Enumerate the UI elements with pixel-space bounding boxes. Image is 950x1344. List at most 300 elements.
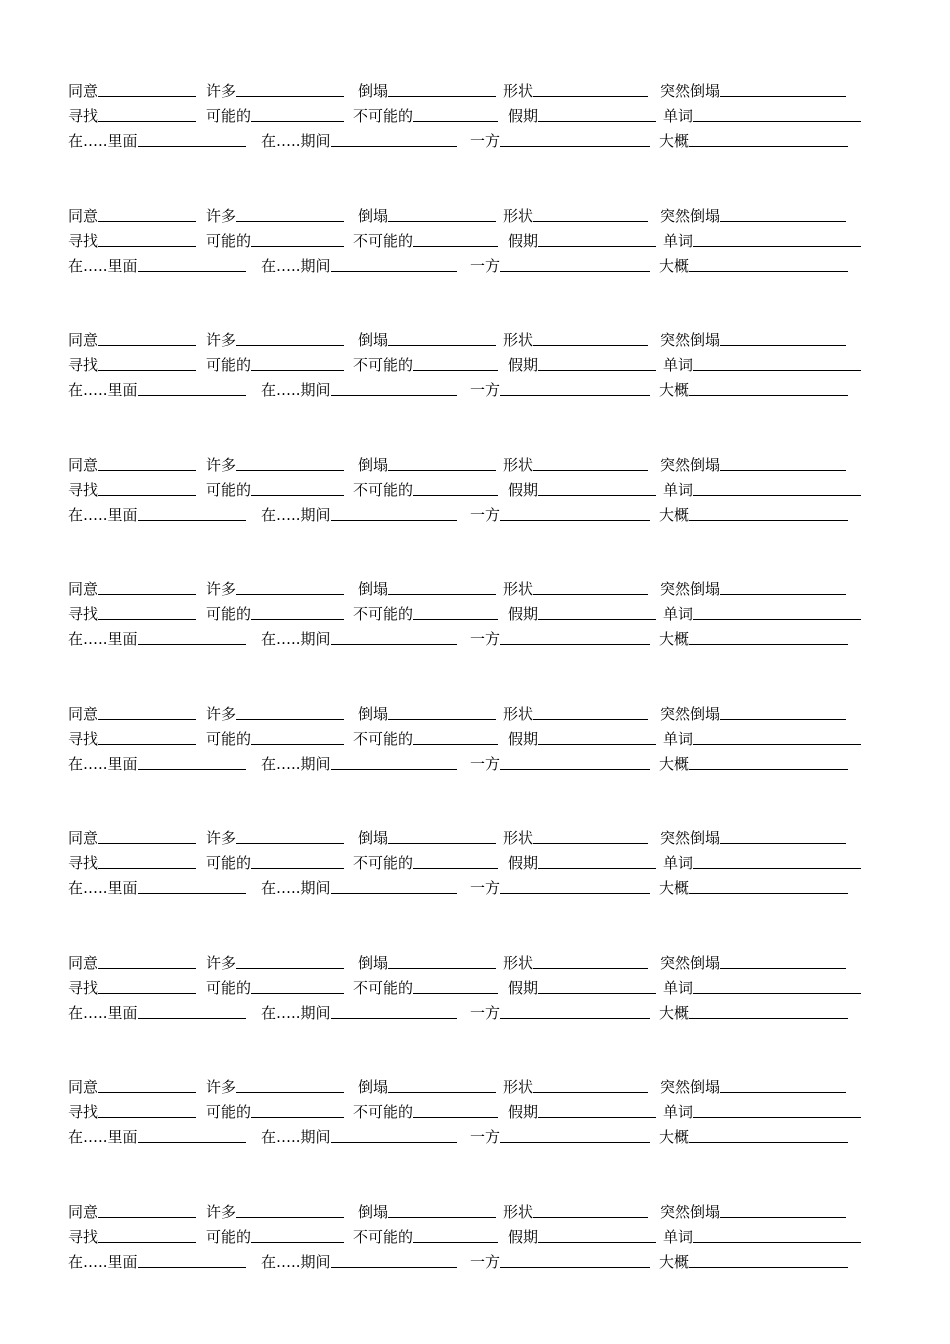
vocab-block (0, 1196, 950, 1272)
vocab-label: 不可能的 (353, 854, 414, 872)
vocab-row (0, 225, 950, 250)
vocab-item (470, 125, 650, 150)
answer-blank[interactable] (538, 370, 656, 371)
vocab-block (0, 698, 950, 774)
vocab-label: 一方 (470, 1003, 501, 1022)
answer-blank[interactable] (98, 345, 196, 346)
answer-blank[interactable] (251, 121, 344, 122)
answer-blank[interactable] (138, 520, 246, 521)
vocab-label: 形状 (503, 331, 534, 349)
vocab-item (68, 748, 246, 773)
vocab-item (68, 374, 246, 399)
answer-blank[interactable] (98, 968, 196, 969)
answer-blank[interactable] (138, 1018, 246, 1019)
vocab-item (68, 872, 246, 897)
answer-blank[interactable] (693, 495, 861, 496)
vocab-item (68, 972, 196, 997)
vocab-item (659, 125, 848, 150)
vocab-label: 许多 (206, 1202, 237, 1221)
answer-blank[interactable] (236, 594, 344, 595)
vocab-label: 倒塌 (358, 206, 389, 225)
answer-blank[interactable] (413, 868, 498, 869)
vocab-label: 突然倒塌 (660, 953, 721, 972)
vocab-row (0, 573, 950, 598)
vocab-label: 许多 (206, 1078, 237, 1096)
answer-blank[interactable] (236, 221, 344, 222)
vocab-row (0, 250, 950, 275)
vocab-label: 不可能的 (353, 1103, 414, 1121)
answer-blank[interactable] (693, 121, 861, 122)
vocab-row (0, 1071, 950, 1096)
vocab-label: 在…..里面 (68, 754, 138, 773)
answer-blank[interactable] (388, 1217, 496, 1218)
vocab-label: 大概 (659, 1003, 690, 1022)
vocab-item (659, 374, 848, 399)
vocab-item (659, 250, 848, 275)
answer-blank[interactable] (693, 868, 861, 869)
answer-blank[interactable] (331, 520, 457, 521)
vocab-item (206, 698, 344, 723)
vocab-item (663, 349, 861, 374)
answer-blank[interactable] (693, 619, 861, 620)
vocab-label: 寻找 (68, 356, 99, 374)
answer-blank[interactable] (500, 146, 650, 147)
vocab-label: 在…..里面 (68, 630, 138, 648)
answer-blank[interactable] (538, 1117, 656, 1118)
vocab-label: 不可能的 (353, 480, 414, 499)
vocab-label: 不可能的 (353, 978, 414, 997)
vocab-label: 一方 (470, 132, 501, 150)
answer-blank[interactable] (533, 968, 648, 969)
vocab-label: 单词 (663, 1103, 694, 1121)
vocab-label: 假期 (508, 1227, 539, 1246)
vocab-label: 不可能的 (353, 231, 414, 250)
answer-blank[interactable] (98, 868, 196, 869)
answer-blank[interactable] (500, 769, 650, 770)
vocab-item (206, 573, 344, 598)
vocab-label: 同意 (68, 829, 99, 847)
answer-blank[interactable] (138, 395, 246, 396)
vocab-item (68, 1246, 246, 1271)
answer-blank[interactable] (251, 744, 344, 745)
answer-blank[interactable] (689, 146, 848, 147)
answer-blank[interactable] (500, 520, 650, 521)
answer-blank[interactable] (236, 470, 344, 471)
answer-blank[interactable] (138, 1142, 246, 1143)
answer-blank[interactable] (500, 1267, 650, 1268)
answer-blank[interactable] (251, 370, 344, 371)
vocab-label: 突然倒塌 (660, 580, 721, 598)
vocab-label: 大概 (659, 630, 690, 648)
vocab-label: 假期 (508, 978, 539, 997)
answer-blank[interactable] (720, 96, 846, 97)
answer-blank[interactable] (538, 993, 656, 994)
vocab-label: 在…..期间 (261, 1128, 331, 1146)
vocab-item (659, 1246, 848, 1271)
answer-blank[interactable] (331, 893, 457, 894)
vocab-label: 一方 (470, 256, 501, 275)
answer-blank[interactable] (533, 843, 648, 844)
answer-blank[interactable] (720, 221, 846, 222)
vocab-item (353, 723, 498, 748)
answer-blank[interactable] (388, 594, 496, 595)
answer-blank[interactable] (98, 495, 196, 496)
vocab-item (206, 1221, 344, 1246)
answer-blank[interactable] (500, 1018, 650, 1019)
vocab-item (261, 1121, 457, 1146)
vocab-label: 可能的 (206, 231, 252, 250)
vocab-item (68, 225, 196, 250)
vocab-label: 同意 (68, 580, 99, 598)
answer-blank[interactable] (413, 1242, 498, 1243)
vocab-label: 假期 (508, 107, 539, 125)
vocab-label: 单词 (663, 605, 694, 623)
vocab-label: 单词 (663, 231, 694, 250)
vocab-row (0, 997, 950, 1022)
vocab-item (659, 623, 848, 648)
vocab-label: 单词 (663, 480, 694, 499)
vocab-item (508, 723, 656, 748)
vocab-item (503, 822, 648, 847)
vocab-label: 假期 (508, 1103, 539, 1121)
vocab-item (261, 125, 457, 150)
vocab-label: 寻找 (68, 1227, 99, 1246)
answer-blank[interactable] (413, 246, 498, 247)
vocab-item (358, 449, 496, 474)
vocab-label: 倒塌 (358, 580, 389, 598)
answer-blank[interactable] (689, 271, 848, 272)
answer-blank[interactable] (538, 744, 656, 745)
answer-blank[interactable] (236, 968, 344, 969)
vocab-block (0, 75, 950, 151)
vocab-item (660, 822, 846, 847)
answer-blank[interactable] (98, 370, 196, 371)
vocab-label: 在…..里面 (68, 256, 138, 275)
vocab-item (68, 822, 196, 847)
vocab-item (68, 573, 196, 598)
vocab-item (68, 75, 196, 100)
vocab-label: 在…..里面 (68, 1003, 138, 1022)
answer-blank[interactable] (693, 1117, 861, 1118)
vocab-label: 在…..期间 (261, 256, 331, 275)
answer-blank[interactable] (236, 1092, 344, 1093)
vocab-label: 一方 (470, 754, 501, 773)
answer-blank[interactable] (98, 1242, 196, 1243)
vocab-item (358, 822, 496, 847)
vocab-item (353, 225, 498, 250)
vocab-label: 可能的 (206, 480, 252, 499)
vocab-item (503, 449, 648, 474)
answer-blank[interactable] (98, 96, 196, 97)
answer-blank[interactable] (98, 843, 196, 844)
answer-blank[interactable] (413, 121, 498, 122)
answer-blank[interactable] (251, 993, 344, 994)
vocab-item (353, 1096, 498, 1121)
answer-blank[interactable] (720, 594, 846, 595)
answer-blank[interactable] (720, 719, 846, 720)
answer-blank[interactable] (533, 345, 648, 346)
answer-blank[interactable] (500, 271, 650, 272)
vocab-label: 一方 (470, 381, 501, 399)
vocab-item (659, 872, 848, 897)
answer-blank[interactable] (251, 868, 344, 869)
answer-blank[interactable] (98, 744, 196, 745)
vocab-item (470, 872, 650, 897)
answer-blank[interactable] (689, 1142, 848, 1143)
vocab-item (663, 847, 861, 872)
vocab-label: 突然倒塌 (660, 1202, 721, 1221)
answer-blank[interactable] (236, 345, 344, 346)
answer-blank[interactable] (500, 644, 650, 645)
vocab-item (206, 75, 344, 100)
answer-blank[interactable] (500, 395, 650, 396)
answer-blank[interactable] (533, 221, 648, 222)
vocab-item (353, 349, 498, 374)
vocab-row (0, 872, 950, 897)
answer-blank[interactable] (533, 1217, 648, 1218)
vocab-label: 在…..期间 (261, 630, 331, 648)
answer-blank[interactable] (138, 769, 246, 770)
answer-blank[interactable] (413, 619, 498, 620)
answer-blank[interactable] (331, 1267, 457, 1268)
vocab-label: 同意 (68, 1202, 99, 1221)
vocab-item (206, 723, 344, 748)
vocab-item (206, 822, 344, 847)
answer-blank[interactable] (138, 271, 246, 272)
answer-blank[interactable] (689, 520, 848, 521)
vocab-row (0, 598, 950, 623)
vocab-block (0, 449, 950, 525)
vocab-item (206, 349, 344, 374)
answer-blank[interactable] (538, 246, 656, 247)
vocab-label: 单词 (663, 356, 694, 374)
answer-blank[interactable] (98, 1092, 196, 1093)
answer-blank[interactable] (388, 843, 496, 844)
answer-blank[interactable] (331, 644, 457, 645)
answer-blank[interactable] (98, 719, 196, 720)
answer-blank[interactable] (98, 121, 196, 122)
answer-blank[interactable] (331, 271, 457, 272)
vocab-label: 一方 (470, 630, 501, 648)
answer-blank[interactable] (331, 769, 457, 770)
vocab-item (68, 474, 196, 499)
answer-blank[interactable] (689, 1018, 848, 1019)
vocab-item (503, 200, 648, 225)
vocab-item (503, 573, 648, 598)
answer-blank[interactable] (538, 619, 656, 620)
vocab-item (503, 1196, 648, 1221)
answer-blank[interactable] (689, 1267, 848, 1268)
vocab-item (206, 1096, 344, 1121)
vocab-label: 单词 (663, 107, 694, 125)
vocab-item (68, 947, 196, 972)
vocab-item (68, 1071, 196, 1096)
answer-blank[interactable] (689, 893, 848, 894)
answer-blank[interactable] (413, 1117, 498, 1118)
answer-blank[interactable] (388, 1092, 496, 1093)
vocab-item (68, 847, 196, 872)
answer-blank[interactable] (689, 769, 848, 770)
vocab-item (206, 100, 344, 125)
answer-blank[interactable] (500, 893, 650, 894)
vocab-label: 大概 (659, 132, 690, 150)
vocab-label: 同意 (68, 704, 99, 723)
answer-blank[interactable] (533, 470, 648, 471)
vocab-item (470, 499, 650, 524)
answer-blank[interactable] (500, 1142, 650, 1143)
answer-blank[interactable] (720, 843, 846, 844)
vocab-label: 假期 (508, 605, 539, 623)
answer-blank[interactable] (693, 370, 861, 371)
answer-blank[interactable] (98, 1217, 196, 1218)
answer-blank[interactable] (236, 96, 344, 97)
answer-blank[interactable] (236, 843, 344, 844)
vocab-item (68, 449, 196, 474)
vocab-item (68, 1196, 196, 1221)
answer-blank[interactable] (533, 719, 648, 720)
answer-blank[interactable] (251, 1242, 344, 1243)
answer-blank[interactable] (138, 1267, 246, 1268)
vocab-item (663, 723, 861, 748)
vocab-row (0, 1196, 950, 1221)
vocab-item (353, 847, 498, 872)
vocab-item (68, 250, 246, 275)
answer-blank[interactable] (720, 470, 846, 471)
vocab-label: 形状 (503, 953, 534, 972)
answer-blank[interactable] (538, 121, 656, 122)
vocab-label: 同意 (68, 953, 99, 972)
vocab-item (470, 997, 650, 1022)
vocab-item (353, 100, 498, 125)
answer-blank[interactable] (689, 395, 848, 396)
vocab-row (0, 100, 950, 125)
vocab-label: 形状 (503, 704, 534, 723)
answer-blank[interactable] (533, 1092, 648, 1093)
vocab-item (68, 698, 196, 723)
answer-blank[interactable] (251, 1117, 344, 1118)
answer-blank[interactable] (388, 719, 496, 720)
answer-blank[interactable] (693, 1242, 861, 1243)
vocab-label: 许多 (206, 580, 237, 598)
answer-blank[interactable] (98, 594, 196, 595)
vocab-label: 一方 (470, 1252, 501, 1271)
answer-blank[interactable] (138, 146, 246, 147)
answer-blank[interactable] (720, 968, 846, 969)
answer-blank[interactable] (98, 246, 196, 247)
vocab-label: 在…..期间 (261, 381, 331, 399)
answer-blank[interactable] (538, 1242, 656, 1243)
answer-blank[interactable] (236, 1217, 344, 1218)
answer-blank[interactable] (413, 993, 498, 994)
answer-blank[interactable] (251, 495, 344, 496)
answer-blank[interactable] (413, 495, 498, 496)
answer-blank[interactable] (331, 395, 457, 396)
vocab-row (0, 374, 950, 399)
answer-blank[interactable] (251, 619, 344, 620)
vocab-row (0, 822, 950, 847)
vocab-label: 不可能的 (353, 107, 414, 125)
vocab-item (206, 598, 344, 623)
answer-blank[interactable] (331, 146, 457, 147)
vocab-item (68, 349, 196, 374)
vocab-item (659, 499, 848, 524)
answer-blank[interactable] (538, 495, 656, 496)
vocab-item (503, 75, 648, 100)
answer-blank[interactable] (236, 719, 344, 720)
vocab-label: 大概 (659, 1252, 690, 1271)
answer-blank[interactable] (138, 893, 246, 894)
vocab-item (663, 474, 861, 499)
answer-blank[interactable] (98, 1117, 196, 1118)
answer-blank[interactable] (251, 246, 344, 247)
answer-blank[interactable] (98, 619, 196, 620)
vocab-item (508, 349, 656, 374)
answer-blank[interactable] (388, 345, 496, 346)
vocab-item (660, 1196, 846, 1221)
vocab-item (206, 324, 344, 349)
vocab-label: 形状 (503, 1202, 534, 1221)
answer-blank[interactable] (538, 868, 656, 869)
vocab-item (261, 499, 457, 524)
answer-blank[interactable] (720, 1217, 846, 1218)
answer-blank[interactable] (693, 744, 861, 745)
vocab-label: 倒塌 (358, 953, 389, 972)
vocab-item (660, 449, 846, 474)
answer-blank[interactable] (720, 345, 846, 346)
answer-blank[interactable] (533, 96, 648, 97)
vocab-label: 在…..期间 (261, 132, 331, 150)
answer-blank[interactable] (331, 1142, 457, 1143)
vocab-label: 形状 (503, 1078, 534, 1096)
vocab-label: 形状 (503, 206, 534, 225)
vocab-item (353, 598, 498, 623)
vocab-item (206, 1196, 344, 1221)
vocab-row (0, 1246, 950, 1271)
answer-blank[interactable] (720, 1092, 846, 1093)
vocab-label: 在…..里面 (68, 132, 138, 150)
answer-blank[interactable] (689, 644, 848, 645)
vocab-item (663, 972, 861, 997)
answer-blank[interactable] (388, 96, 496, 97)
vocab-item (206, 449, 344, 474)
vocab-label: 倒塌 (358, 331, 389, 349)
answer-blank[interactable] (533, 594, 648, 595)
vocab-label: 一方 (470, 1128, 501, 1146)
answer-blank[interactable] (413, 370, 498, 371)
vocab-item (660, 200, 846, 225)
vocab-label: 可能的 (206, 729, 252, 748)
vocab-item (663, 1221, 861, 1246)
vocab-label: 同意 (68, 331, 99, 349)
answer-blank[interactable] (413, 744, 498, 745)
answer-blank[interactable] (388, 470, 496, 471)
answer-blank[interactable] (138, 644, 246, 645)
vocab-item (261, 374, 457, 399)
vocab-block (0, 573, 950, 649)
answer-blank[interactable] (98, 993, 196, 994)
answer-blank[interactable] (331, 1018, 457, 1019)
answer-blank[interactable] (693, 993, 861, 994)
vocab-item (68, 324, 196, 349)
vocab-row (0, 499, 950, 524)
answer-blank[interactable] (693, 246, 861, 247)
answer-blank[interactable] (98, 221, 196, 222)
vocab-item (470, 1121, 650, 1146)
vocab-label: 形状 (503, 829, 534, 847)
answer-blank[interactable] (388, 221, 496, 222)
answer-blank[interactable] (388, 968, 496, 969)
answer-blank[interactable] (98, 470, 196, 471)
